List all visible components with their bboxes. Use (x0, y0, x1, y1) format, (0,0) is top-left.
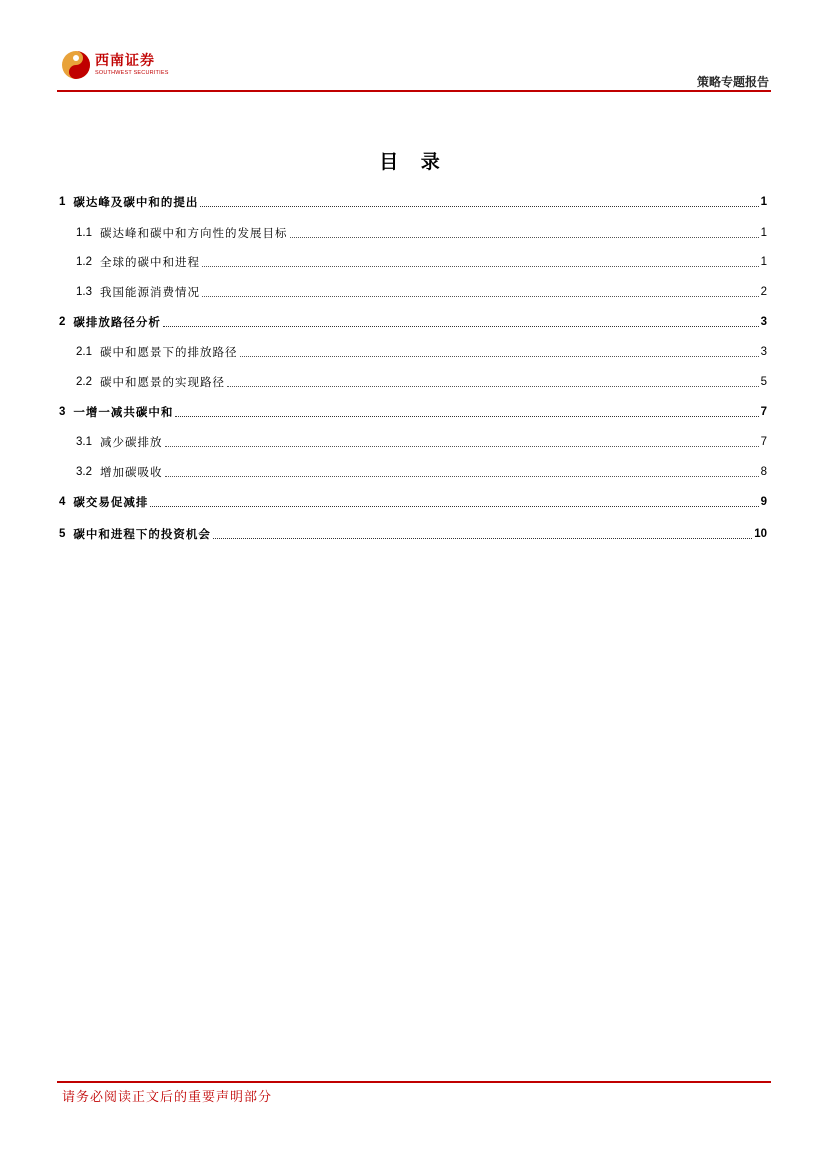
toc-dot-leader (175, 416, 758, 417)
toc-entry-number: 3 (59, 406, 66, 418)
toc-entry-page: 9 (760, 496, 767, 508)
toc-entry[interactable] (59, 248, 767, 276)
toc-dot-leader (227, 386, 759, 387)
toc-entry[interactable] (59, 520, 767, 548)
toc-entry[interactable] (59, 488, 767, 516)
logo-chinese-name: 西南证券 (95, 53, 155, 69)
toc-dot-leader (202, 296, 759, 297)
toc-dot-leader (150, 506, 758, 507)
toc-entry-number: 1 (59, 196, 66, 208)
company-logo (61, 50, 169, 80)
header-divider (57, 90, 771, 92)
southwest-securities-logo-icon (61, 50, 91, 80)
toc-entry-page: 1 (760, 256, 767, 268)
toc-entry-title: 增加碳吸收 (100, 465, 163, 479)
toc-entry-page: 8 (760, 466, 767, 478)
toc-entry-page: 2 (760, 286, 767, 298)
toc-dot-leader (200, 206, 758, 207)
footer-disclaimer: 请务必阅读正文后的重要声明部分 (62, 1090, 273, 1105)
toc-entry[interactable] (59, 338, 767, 366)
toc-entry-page: 1 (760, 227, 767, 239)
toc-dot-leader (202, 266, 759, 267)
logo-english-name: SOUTHWEST SECURITIES (95, 70, 169, 76)
toc-entry-number: 4 (59, 496, 66, 508)
toc-entry-page: 3 (760, 346, 767, 358)
toc-entry-number: 1.3 (76, 286, 92, 298)
toc-dot-leader (213, 538, 752, 539)
footer-divider (57, 1081, 771, 1083)
toc-title: 目 录 (379, 151, 448, 173)
toc-entry-number: 3.2 (76, 466, 92, 478)
toc-entry-page: 3 (760, 316, 767, 328)
toc-entry-number: 2.2 (76, 376, 92, 388)
report-type-label: 策略专题报告 (696, 75, 769, 89)
toc-entry[interactable] (59, 458, 767, 486)
toc-entry-number: 2 (59, 316, 66, 328)
toc-entry-number: 1.1 (76, 227, 92, 239)
toc-entry-number: 5 (59, 528, 66, 540)
toc-entry-page: 10 (754, 528, 767, 540)
toc-entry-title: 碳交易促减排 (73, 495, 149, 509)
toc-entry-title: 碳达峰和碳中和方向性的发展目标 (100, 226, 288, 240)
toc-entry-title: 碳中和进程下的投资机会 (73, 527, 211, 541)
toc-dot-leader (290, 237, 759, 238)
toc-entry-number: 1.2 (76, 256, 92, 268)
toc-entry-page: 7 (760, 406, 767, 418)
toc-entry-title: 碳中和愿景的实现路径 (100, 375, 225, 389)
toc-entry-number: 3.1 (76, 436, 92, 448)
toc-dot-leader (240, 356, 759, 357)
toc-entry-page: 5 (760, 376, 767, 388)
toc-entry-title: 碳中和愿景下的排放路径 (100, 345, 238, 359)
toc-entry[interactable] (59, 188, 767, 216)
toc-entry[interactable] (59, 219, 767, 247)
page-header (57, 46, 771, 92)
toc-entry[interactable] (59, 278, 767, 306)
toc-entry-title: 碳排放路径分析 (73, 315, 161, 329)
toc-entry[interactable] (59, 368, 767, 396)
toc-dot-leader (165, 476, 759, 477)
toc-entry-title: 一增一减共碳中和 (73, 405, 174, 419)
toc-entry-title: 我国能源消费情况 (100, 285, 200, 299)
toc-entry[interactable] (59, 398, 767, 426)
toc-entry-number: 2.1 (76, 346, 92, 358)
toc-entry-page: 1 (760, 196, 767, 208)
toc-entry[interactable] (59, 308, 767, 336)
toc-entry-title: 全球的碳中和进程 (100, 255, 200, 269)
toc-dot-leader (165, 446, 759, 447)
toc-entry-title: 减少碳排放 (100, 435, 163, 449)
toc-entry[interactable] (59, 428, 767, 456)
toc-entry-page: 7 (760, 436, 767, 448)
toc-entry-title: 碳达峰及碳中和的提出 (73, 195, 199, 209)
toc-dot-leader (163, 326, 759, 327)
